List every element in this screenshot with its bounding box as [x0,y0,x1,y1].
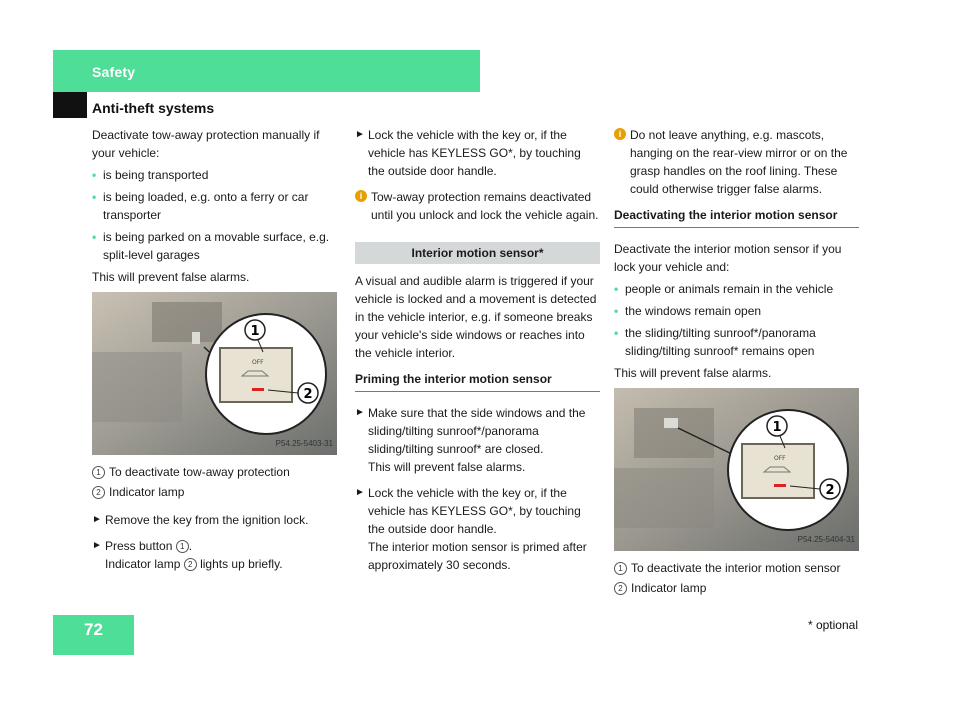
number-badge: 2 [614,582,627,595]
list-item: • is being loaded, e.g. onto a ferry or car transporter [92,190,309,222]
svg-text:2: 2 [303,387,313,402]
arrow-right-icon: ► [355,407,365,418]
footnote: * optional [807,618,858,632]
number-badge: 2 [92,486,105,499]
intro-text: Deactivate the interior motion sensor if you lock your vehicle and: [614,242,842,274]
legend-item: 1 To deactivate tow-away protection [92,463,340,481]
bullet-dot-icon: • [92,168,97,182]
figure-code: P54.25-5403-31 [275,439,333,448]
figure-illustration [92,292,337,455]
list-item: • is being parked on a movable surface, e.g. split-level garages [92,230,330,262]
section-label: Safety [92,64,136,80]
heading-marker [53,92,87,118]
list-item: • the sliding/tilting sunroof*/panorama sliding/tilting sunroof* remains open [614,326,816,358]
switch-off-label: OFF [774,455,786,462]
note-text: This will prevent false alarms. [92,270,250,284]
column-right [614,126,859,599]
info-icon: i [355,190,367,202]
column-middle [355,126,600,582]
page-number: 72 [84,620,103,639]
page-title: Anti-theft systems [92,100,215,116]
legend-item: 1 To deactivate the interior motion sensor [614,559,859,577]
number-badge: 1 [614,562,627,575]
body-text: A visual and audible alarm is triggered if your vehicle is locked and a movement is detected in the vehicle interior, e.g. if someone breaks your vehicle's side windows or reaches into the vehicle interior. [355,274,597,360]
instruction-step: ► Lock the vehicle with the key or, if the vehicle has KEYLESS GO*, by touching the outside door handle. [355,128,581,178]
number-badge: 1 [92,466,105,479]
legend-item: 2 Indicator lamp [92,483,340,501]
list-item: • is being transported [92,168,209,182]
number-badge: 2 [184,558,197,571]
bullet-dot-icon: • [92,230,97,244]
column-left [92,126,340,581]
instruction-step: ► Remove the key from the ignition lock. [92,513,309,527]
subheading: Deactivating the interior motion sensor [614,206,859,228]
info-note: i Do not leave anything, e.g. mascots, hanging on the rear-view mirror or on the grasp handles on the roof lining. These could otherwise trigger false alarms. [614,126,859,198]
list-item: • the windows remain open [614,304,762,318]
svg-text:1: 1 [250,324,260,339]
svg-text:2: 2 [825,483,835,498]
info-icon: i [614,128,626,140]
switch-off-label: OFF [252,359,264,366]
bullet-dot-icon: • [614,282,619,296]
instruction-step: ► Press button 1 . Indicator lamp 2 lights up briefly. [92,539,283,571]
figure-code: P54.25-5404-31 [797,535,855,544]
number-badge: 1 [176,540,189,553]
arrow-right-icon: ► [355,487,365,498]
list-item: • people or animals remain in the vehicle [614,282,834,296]
section-title-bar: Interior motion sensor* [355,242,600,264]
figure-illustration [614,388,859,551]
note-text: This will prevent false alarms. [614,366,772,380]
bullet-dot-icon: • [92,190,97,204]
bullet-dot-icon: • [614,326,619,340]
tow-away-switch-figure [92,292,337,455]
motion-sensor-switch-figure [614,388,859,551]
legend-item: 2 Indicator lamp [614,579,859,597]
svg-text:1: 1 [772,420,782,435]
arrow-right-icon: ► [355,129,365,140]
subheading: Priming the interior motion sensor [355,370,600,392]
arrow-right-icon: ► [92,514,102,525]
arrow-right-icon: ► [92,540,102,551]
info-note: i Tow-away protection remains deactivated until you unlock and lock the vehicle again. [355,188,600,224]
bullet-dot-icon: • [614,304,619,318]
intro-text: Deactivate tow-away protection manually if your vehicle: [92,128,320,160]
instruction-step: ► Make sure that the side windows and the sliding/tilting sunroof*/panorama sliding/tilting sunroof* are closed. This will prevent false alarms. [355,406,586,474]
instruction-step: ► Lock the vehicle with the key or, if the vehicle has KEYLESS GO*, by touching the outside door handle. The interior motion sensor is primed after approximately 30 seconds. [355,486,587,572]
